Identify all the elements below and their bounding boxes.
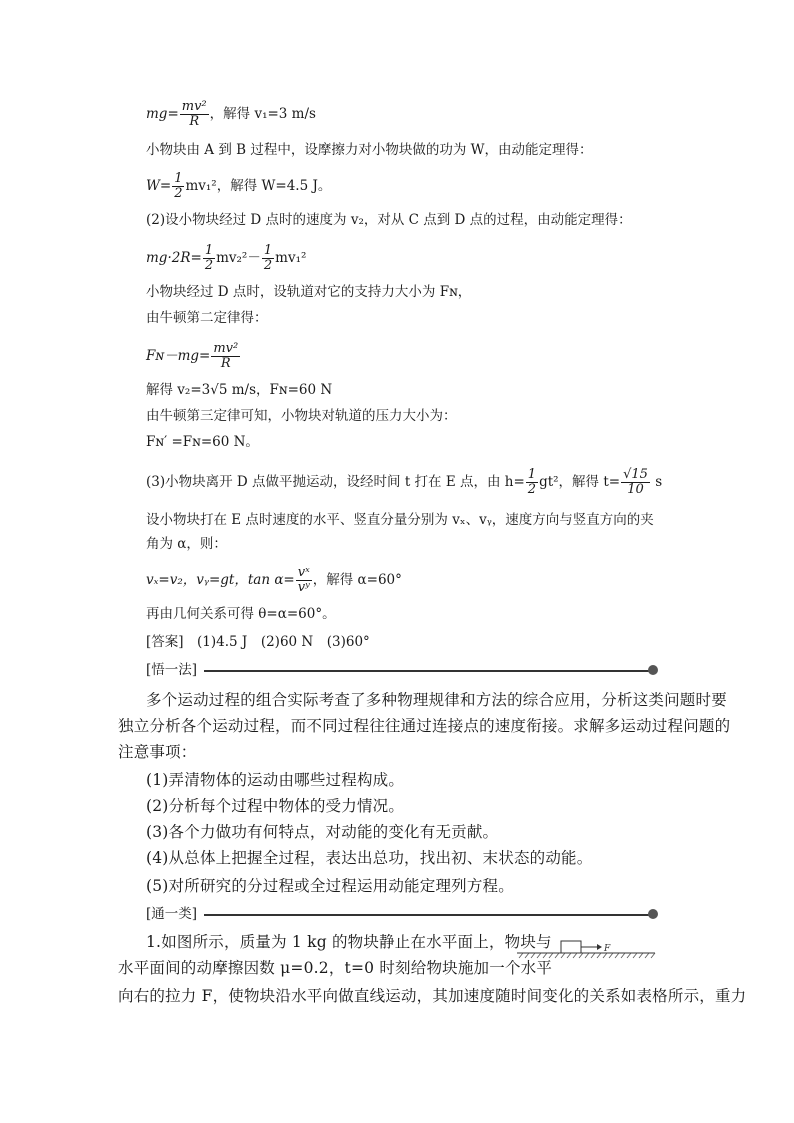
section-label: [通一类] xyxy=(146,906,198,922)
text-line-14: 角为 α，则： xyxy=(146,536,227,552)
list-item: (4)从总体上把握全过程，表达出总功，找出初、末状态的动能。 xyxy=(146,849,593,867)
section-rule-tongyilei xyxy=(146,904,658,924)
section-rule-wuyifa xyxy=(146,660,658,680)
text-line-6: 小物块经过 D 点时，设轨道对它的支持力大小为 Fɴ， xyxy=(146,284,472,300)
fraction: $\frac{1}{2}$ xyxy=(263,243,273,273)
divider xyxy=(204,670,650,672)
eq-text: Fɴ－mg= xyxy=(146,348,211,364)
list-item: (3)各个力做功有何特点，对动能的变化有无贡献。 xyxy=(146,823,499,841)
ground-hatching xyxy=(519,953,655,958)
eq-line-5 xyxy=(146,244,306,273)
fraction: $\frac{\text{vˣ}}{\text{vʸ}}$ xyxy=(297,565,310,595)
fraction: $\frac{√15}{10}$ xyxy=(623,467,648,497)
question-line: 水平面间的动摩擦因数 μ=0.2，t=0 时刻给物块施加一个水平 xyxy=(118,959,553,977)
divider xyxy=(204,914,650,916)
paragraph-line: 独立分析各个运动过程，而不同过程往往通过连接点的速度衔接。求解多运动过程问题的 xyxy=(118,717,731,735)
fraction: $\frac{\text{mv²}}{R}$ xyxy=(213,341,239,371)
list-item: (2)分析每个过程中物体的受力情况。 xyxy=(146,797,405,815)
paragraph-line: 注意事项： xyxy=(118,743,197,761)
eq-line-1 xyxy=(146,100,316,129)
eq-line-3 xyxy=(146,172,331,201)
eq-text: mg·2R= xyxy=(146,250,202,266)
question-line: 1.如图所示，质量为 1 kg 的物块静止在水平面上，物块与 xyxy=(146,933,552,951)
eq-line-15 xyxy=(146,566,402,595)
text-line-9: 解得 v₂=3√5 m/s，Fɴ=60 N xyxy=(146,382,333,398)
bullet-dot-icon xyxy=(648,665,658,675)
paragraph-line: 多个运动过程的组合实际考查了多种物理规律和方法的综合应用，分析这类问题时要 xyxy=(146,691,727,709)
eq-text: vₓ=v₂，vᵧ=gt，tan α= xyxy=(146,572,295,588)
list-item: (1)弄清物体的运动由哪些过程构成。 xyxy=(146,771,405,789)
text-line-13: 设小物块打在 E 点时速度的水平、竖直分量分别为 vₓ、vᵧ，速度方向与竖直方向的夹 xyxy=(146,512,654,528)
eq-text: mv₁²，解得 W=4.5 J。 xyxy=(185,178,332,194)
section-label: [悟一法] xyxy=(146,662,198,678)
eq-text: ，解得 v₁=3 m/s xyxy=(209,106,316,122)
force-label: F xyxy=(604,944,611,954)
eq-line-8 xyxy=(146,342,241,371)
block-shape xyxy=(561,941,581,953)
text-line-4: (2)设小物块经过 D 点时的速度为 v₂，对从 C 点到 D 点的过程，由动能定理得： xyxy=(146,212,632,228)
eq-line-12 xyxy=(146,468,662,497)
bullet-dot-icon xyxy=(648,909,658,919)
list-item: (5)对所研究的分过程或全过程运用动能定理列方程。 xyxy=(146,877,514,895)
eq-text: mv₂²－ xyxy=(216,250,261,266)
block-on-surface-figure xyxy=(515,937,657,965)
arrow-head-icon xyxy=(597,944,602,950)
fraction: $\frac{1}{2}$ xyxy=(204,243,214,273)
eq-text: mv₁² xyxy=(275,250,307,266)
text-line-11: Fɴ′ =Fɴ=60 N。 xyxy=(146,434,259,450)
fraction: $\frac{1}{2}$ xyxy=(527,467,537,497)
answer-line: [答案] (1)4.5 J (2)60 N (3)60° xyxy=(146,634,370,650)
eq-text: ，解得 α=60° xyxy=(312,572,402,588)
eq-text: W= xyxy=(146,178,172,194)
fraction: $\frac{\text{mv²}}{R}$ xyxy=(181,99,207,129)
eq-text: (3)小物块离开 D 点做平抛运动，设经时间 t 打在 E 点，由 h= xyxy=(146,474,525,490)
question-line: 向右的拉力 F，使物块沿水平向做直线运动，其加速度随时间变化的关系如表格所示，重力 xyxy=(118,987,747,1005)
text-line-7: 由牛顿第二定律得： xyxy=(146,310,268,326)
eq-text: gt²，解得 t= xyxy=(539,474,621,490)
eq-text: mg= xyxy=(146,106,179,122)
fraction: $\frac{1}{2}$ xyxy=(174,171,183,201)
text-line-2: 小物块由 A 到 B 过程中，设摩擦力对小物块做的功为 W，由动能定理得： xyxy=(146,142,593,158)
text-line-10: 由牛顿第三定律可知，小物块对轨道的压力大小为： xyxy=(146,408,457,424)
text-line-16: 再由几何关系可得 θ=α=60°。 xyxy=(146,606,336,622)
eq-text: s xyxy=(650,474,663,490)
